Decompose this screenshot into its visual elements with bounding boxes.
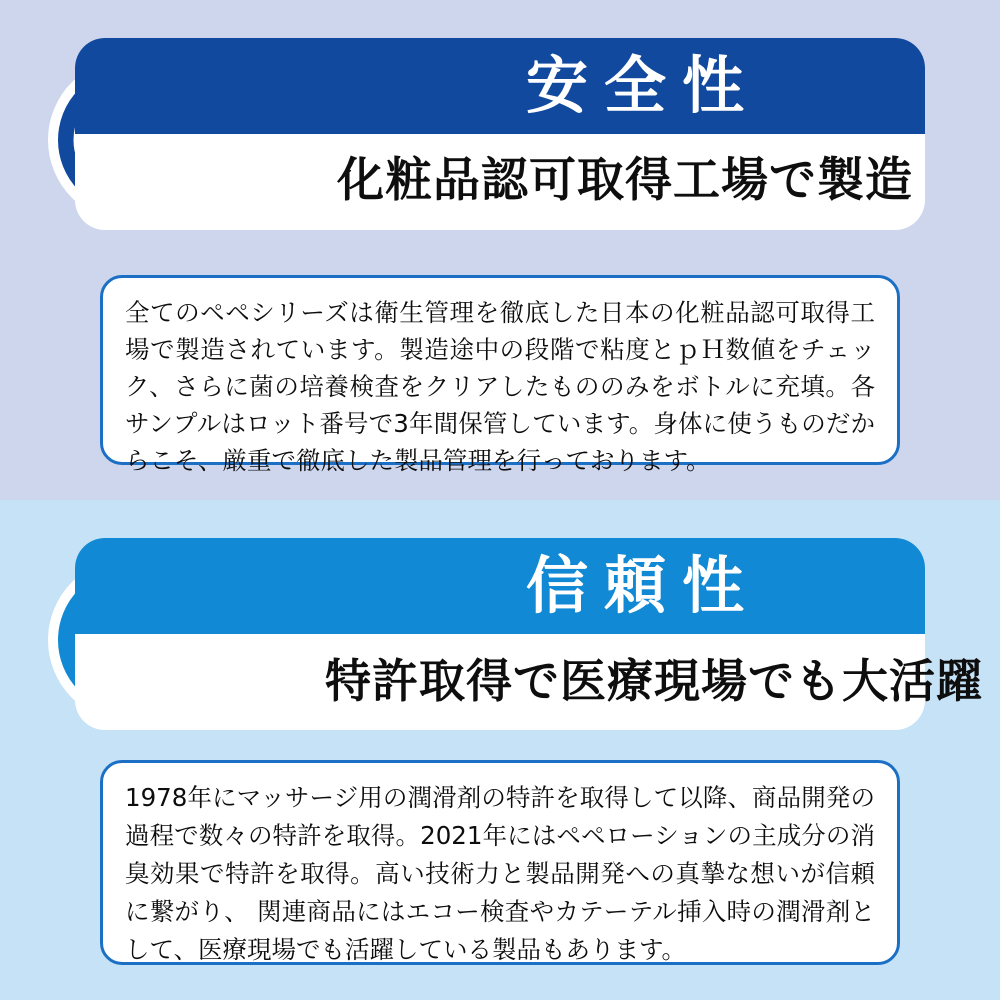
section-trust bbox=[0, 500, 1000, 1000]
description-box-safety bbox=[100, 275, 900, 475]
banner-title-trust: 信頼性 bbox=[525, 549, 760, 622]
banner-title-safety: 安全性 bbox=[525, 49, 760, 122]
description-box-trust bbox=[100, 760, 900, 965]
banner-subtitle-safety: 化粧品認可取得工場で製造 bbox=[337, 153, 913, 208]
description-text-trust: 1978年にマッサージ用の潤滑剤の特許を取得して以降、商品開発の過程で数々の特許を取得。2021年にはペペローションの主成分の消臭効果で特許を取得。高い技術力と製品開発への真摯な想いが信頼に繋がり、 関連商品にはエコー検査やカテーテル挿入時の潤滑剤として、医療現場でも活躍している製品もあります。 bbox=[125, 783, 875, 964]
description-text-safety: 全てのペペシリーズは衛生管理を徹底した日本の化粧品認可取得工場で製造されています。製造途中の段階で粘度とｐＨ数値をチェック、さらに菌の培養検査をクリアしたもののみをボトルに充填。各サンプルはロット番号で3年間保管しています。身体に使うものだからこそ、厳重で徹底した製品管理を行っております。 bbox=[125, 298, 875, 475]
banner-trust bbox=[75, 538, 983, 730]
banner-safety bbox=[75, 38, 925, 230]
banner-subtitle-trust: 特許取得で医療現場でも大活躍 bbox=[325, 654, 983, 708]
